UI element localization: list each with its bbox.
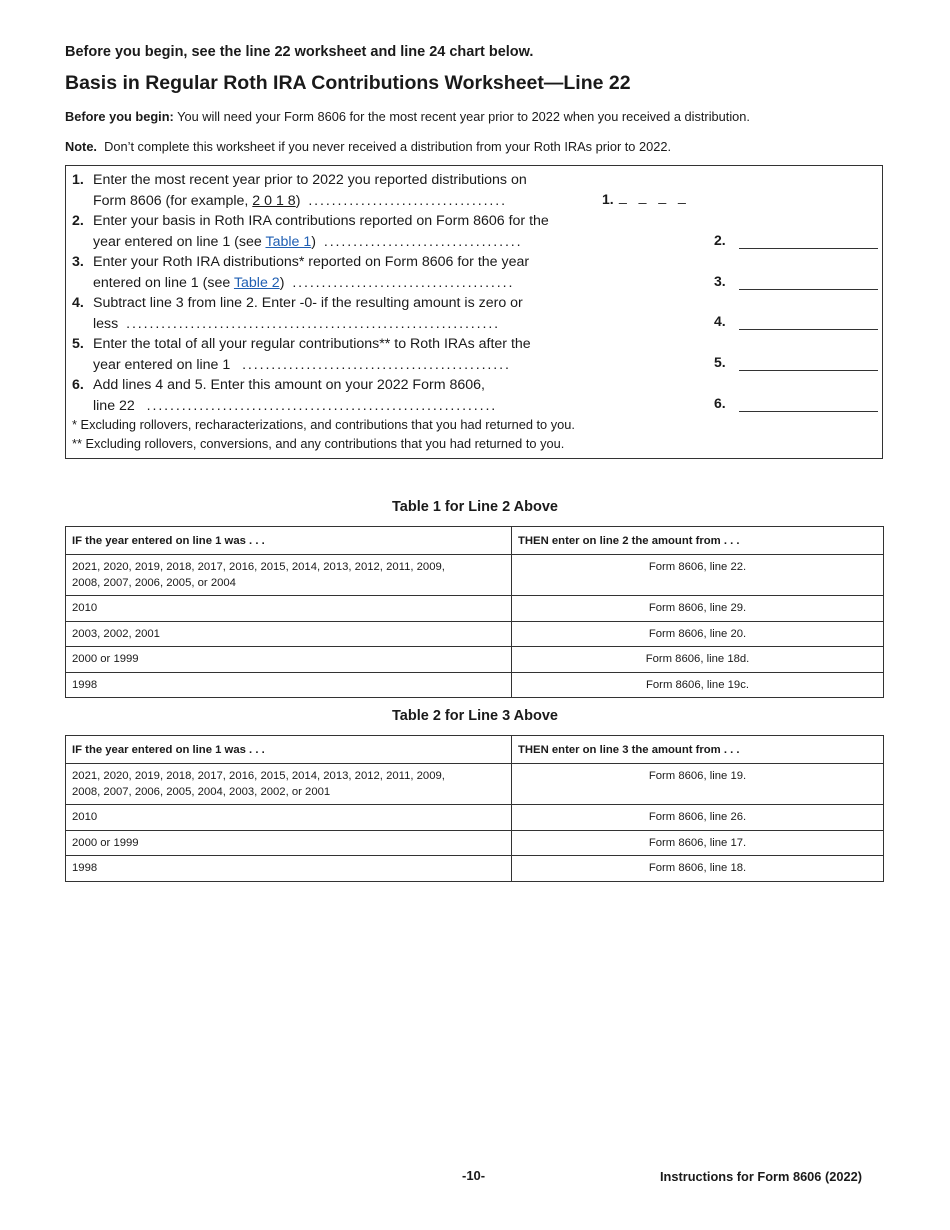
line-6-text-2: line 22 [93, 397, 135, 414]
page-title: Basis in Regular Roth IRA Contributions Worksheet—Line 22 [65, 72, 631, 94]
page-number: -10- [462, 1168, 486, 1183]
table-1-row-2-year: 2010 [66, 596, 512, 622]
table-2-header [66, 736, 884, 764]
footer-form-name: Instructions for Form 8606 (2022) [660, 1169, 862, 1184]
table-row [66, 856, 884, 882]
line-4-text-2: less [93, 315, 119, 332]
table-2 [65, 735, 884, 882]
line-3-label: 3. [714, 273, 726, 289]
table-1-link[interactable]: Table 1 [265, 233, 312, 250]
line-5 [72, 334, 531, 375]
table-2-row-3-source: Form 8606, line 17. [512, 830, 884, 856]
line-4-number: 4. [72, 295, 84, 311]
table-1-row-4-source: Form 8606, line 18d. [512, 647, 884, 673]
line-6-label: 6. [714, 395, 726, 411]
line-6-text: Add lines 4 and 5. Enter this amount on your 2022 Form 8606, [93, 377, 485, 393]
table-1-row-1-year: 2021, 2020, 2019, 2018, 2017, 2016, 2015, 2014, 2013, 2012, 2011, 2009, 2008, 2007, 2006, 2005, or 2004 [66, 555, 512, 596]
table-2-header-then: THEN enter on line 3 the amount from . . . [512, 736, 884, 764]
note-label: Note. [65, 139, 97, 154]
line-6 [72, 375, 497, 416]
table-1-row-5-year: 1998 [66, 672, 512, 698]
table-row [66, 555, 884, 596]
line-5-number: 5. [72, 336, 84, 352]
table-1-header-then: THEN enter on line 2 the amount from . . . [512, 527, 884, 555]
line-6-answer-field[interactable] [739, 410, 878, 412]
line-1-text-2: Form 8606 (for example, [93, 192, 249, 209]
line-4-dots: ................................................................ [126, 315, 500, 332]
table-1-header [66, 527, 884, 555]
line-5-answer-field[interactable] [739, 369, 878, 371]
table-row [66, 621, 884, 647]
line-3-answer-field[interactable] [739, 288, 878, 290]
line-5-text: Enter the total of all your regular contributions** to Roth IRAs after the [93, 336, 531, 352]
line-6-dots: ............................................................ [146, 397, 498, 414]
line-2-answer-field[interactable] [739, 247, 878, 249]
line-2-label: 2. [714, 232, 726, 248]
line-3-text-2: entered on line 1 (see [93, 274, 231, 291]
line-1-number: 1. [72, 172, 84, 188]
line-5-label: 5. [714, 354, 726, 370]
line-4-label: 4. [714, 313, 726, 329]
line-1-year-blanks[interactable]: _ _ _ _ [619, 188, 690, 204]
table-1-header-if: IF the year entered on line 1 was . . . [66, 527, 512, 555]
line-2-close: ) [311, 233, 316, 250]
line-3-text: Enter your Roth IRA distributions* reported on Form 8606 for the year [93, 254, 530, 270]
line-3 [72, 252, 529, 293]
line-5-text-2: year entered on line 1 [93, 356, 231, 373]
table-row [66, 596, 884, 622]
line-2-number: 2. [72, 213, 84, 229]
table-1-row-4-year: 2000 or 1999 [66, 647, 512, 673]
line-6-number: 6. [72, 377, 84, 393]
table-row [66, 830, 884, 856]
table-1-row-3-year: 2003, 2002, 2001 [66, 621, 512, 647]
table-2-row-4-source: Form 8606, line 18. [512, 856, 884, 882]
table-1-row-1-source: Form 8606, line 22. [512, 555, 884, 596]
line-2-dots: .................................. [323, 233, 523, 250]
table-row [66, 647, 884, 673]
table-2-header-if: IF the year entered on line 1 was . . . [66, 736, 512, 764]
note-text: Don’t complete this worksheet if you never received a distribution from your Roth IRAs prior to 2022. [104, 139, 672, 154]
line-1-text: Enter the most recent year prior to 2022 you reported distributions on [93, 172, 527, 188]
table-2-title: Table 2 for Line 3 Above [392, 708, 558, 724]
line-3-close: ) [279, 274, 285, 291]
line-1-dots: .................................. [308, 192, 507, 209]
table-row [66, 764, 884, 805]
table-2-row-2-year: 2010 [66, 805, 512, 831]
line-1-example: 2 0 1 8 [252, 192, 296, 209]
table-1-row-5-source: Form 8606, line 19c. [512, 672, 884, 698]
before-you-begin [65, 109, 750, 124]
table-2-row-4-year: 1998 [66, 856, 512, 882]
table-2-row-2-source: Form 8606, line 26. [512, 805, 884, 831]
intro-text: Before you begin, see the line 22 worksheet and line 24 chart below. [65, 44, 534, 60]
line-3-dots: ...................................... [292, 274, 515, 291]
before-text: You will need your Form 8606 for the most recent year prior to 2022 when you received a distribution. [177, 109, 750, 124]
line-3-number: 3. [72, 254, 84, 270]
table-row [66, 672, 884, 698]
line-2-text: Enter your basis in Roth IRA contributions reported on Form 8606 for the [93, 213, 549, 229]
line-4 [72, 293, 523, 334]
line-1-close: ) [295, 192, 301, 209]
table-1-row-3-source: Form 8606, line 20. [512, 621, 884, 647]
table-1 [65, 526, 884, 698]
line-5-dots: .............................................. [242, 356, 511, 373]
table-1-row-2-source: Form 8606, line 29. [512, 596, 884, 622]
line-1-label: 1. [602, 191, 614, 207]
line-4-answer-field[interactable] [739, 328, 878, 330]
line-1 [72, 170, 527, 211]
table-2-row-1-source: Form 8606, line 19. [512, 764, 884, 805]
footnote-2: ** Excluding rollovers, conversions, and any contributions that you had returned to you. [72, 436, 565, 451]
table-2-row-3-year: 2000 or 1999 [66, 830, 512, 856]
before-label: Before you begin: [65, 109, 174, 124]
line-4-text: Subtract line 3 from line 2. Enter -0- if the resulting amount is zero or [93, 295, 523, 311]
line-2 [72, 211, 549, 252]
line-2-text-2: year entered on line 1 (see [93, 233, 262, 250]
footnote-1: * Excluding rollovers, recharacterizations, and contributions that you had returned to you. [72, 417, 575, 432]
table-2-link[interactable]: Table 2 [233, 274, 280, 291]
table-2-row-1-year: 2021, 2020, 2019, 2018, 2017, 2016, 2015, 2014, 2013, 2012, 2011, 2009, 2008, 2007, 2006, 2005, 2004, 2003, 2002, or 2001 [66, 764, 512, 805]
worksheet-box [65, 165, 883, 459]
table-row [66, 805, 884, 831]
table-1-title: Table 1 for Line 2 Above [392, 499, 558, 515]
note [65, 139, 671, 154]
